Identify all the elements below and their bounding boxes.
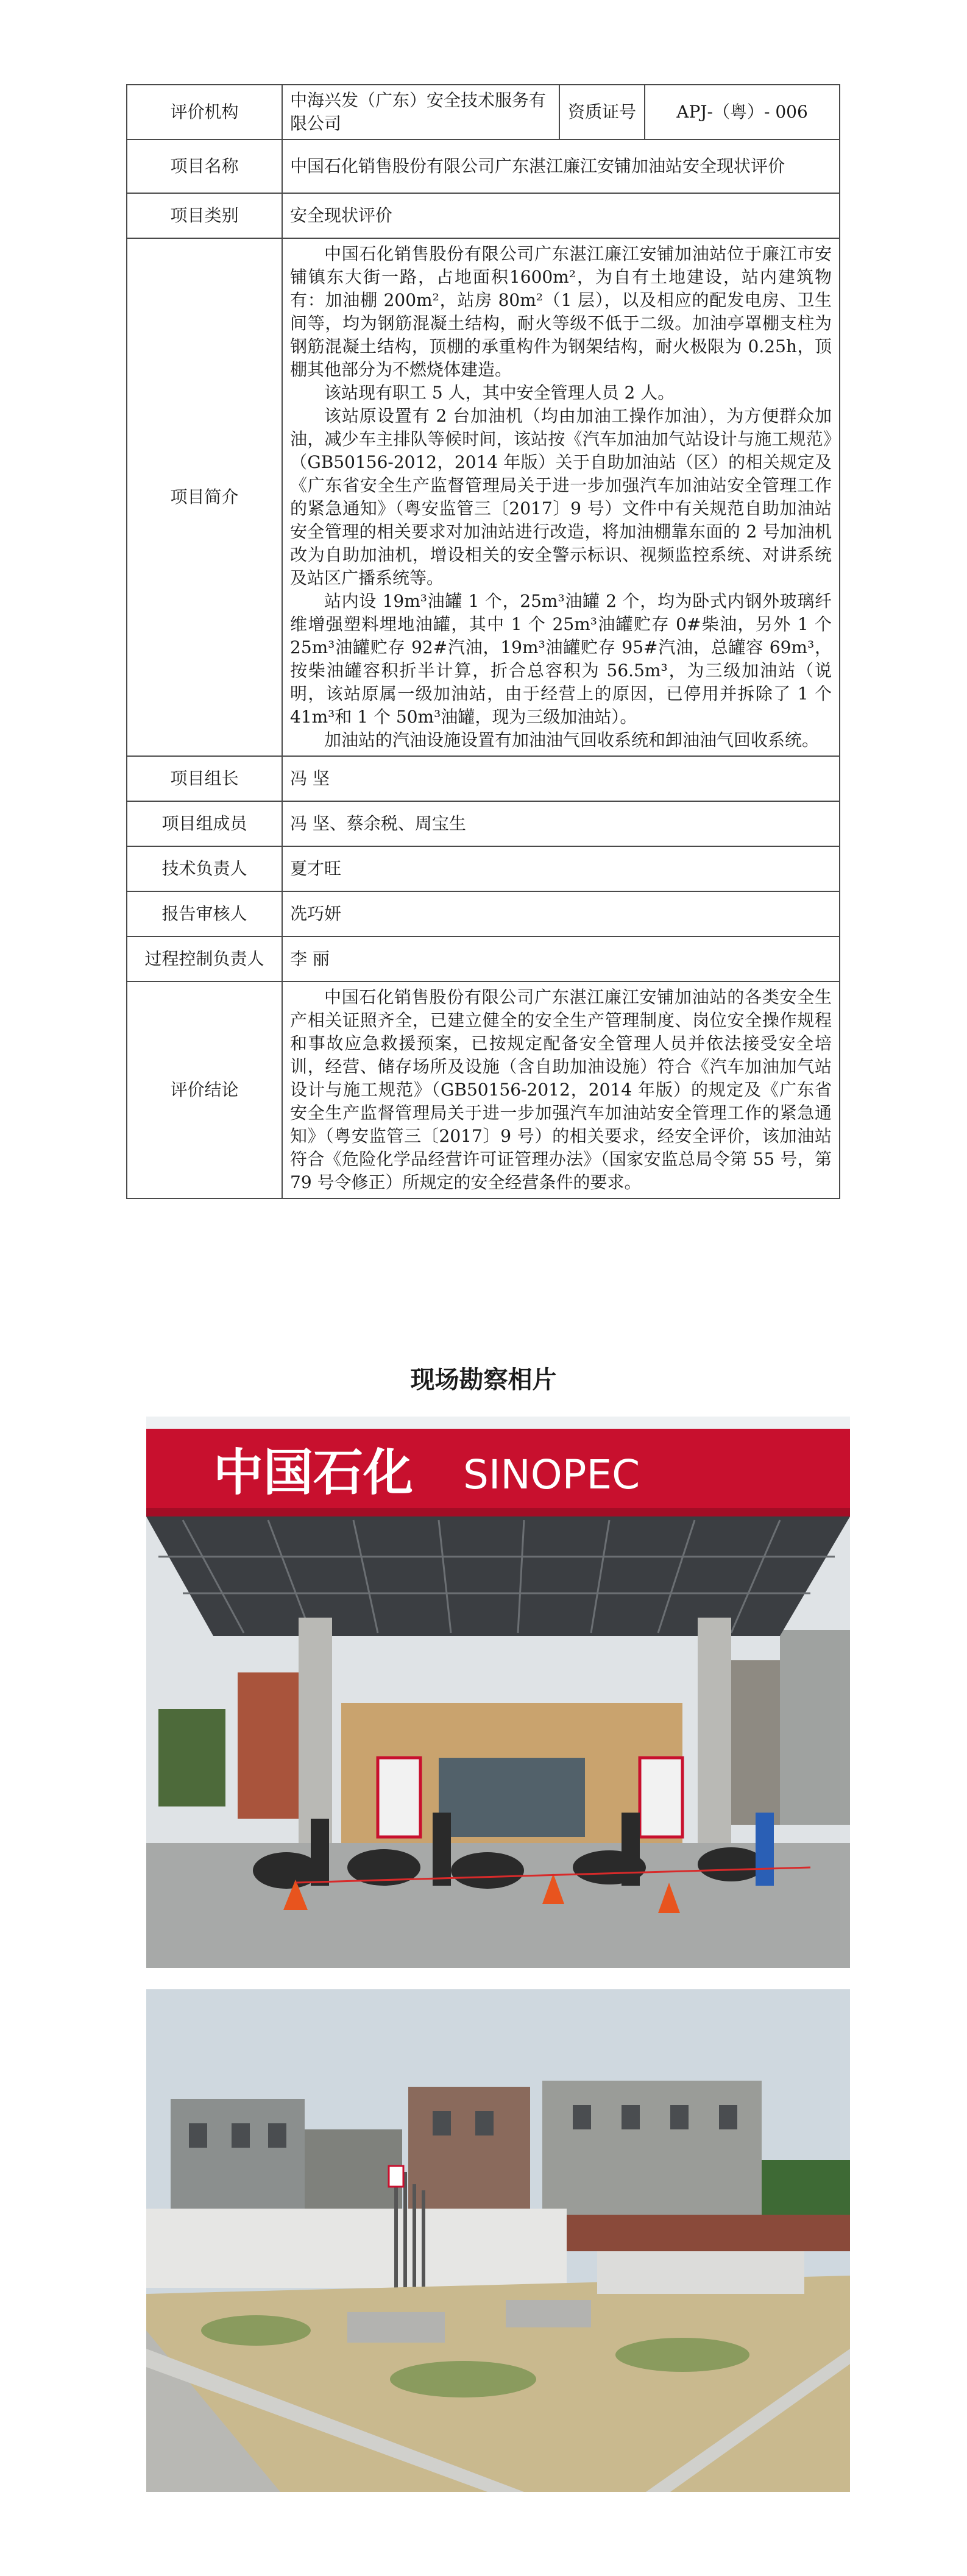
manhole-cover (506, 2300, 591, 2327)
members-label: 项目组成员 (127, 801, 282, 846)
canopy-fascia-edge (146, 1508, 850, 1516)
row-leader (127, 756, 840, 801)
fuel-dispenser (378, 1758, 420, 1837)
leader-label: 项目组长 (127, 756, 282, 801)
trees (158, 1709, 225, 1806)
site-photo-tank-area (146, 1989, 850, 2492)
background-building (780, 1630, 850, 1825)
org-label: 评价机构 (127, 85, 282, 140)
conclusion-label: 评价结论 (127, 982, 282, 1198)
intro-paragraph: 该站现有职工 5 人，其中安全管理人员 2 人。 (324, 383, 675, 403)
row-conclusion (127, 982, 840, 1198)
leader-value: 冯 坚 (282, 756, 840, 801)
row-tech (127, 846, 840, 891)
row-process (127, 936, 840, 982)
intro-paragraph: 该站原设置有 2 台加油机（均由加油工操作加油），为方便群众加油，减少车主排队等候时间，该站按《汽车加油加气站设计与施工规范》（GB50156-2012，2014 年版）关于自助加油站（区）的相关规定及《广东省安全生产监督管理局关于进一步加强汽车加油站安全管理工作的紧急通知》（粤安监管三〔2017〕9 号）文件中有关规范自助加油站安全管理的相关要求对加油站进行改造，将加油棚靠东面的 2 号加油机改为自助加油机，增设相关的安全警示标识、视频监控系统、对讲系统及站区广播系统等。 (290, 406, 832, 588)
intro-label: 项目简介 (127, 238, 282, 756)
reviewer-label: 报告审核人 (127, 891, 282, 936)
project-name-label: 项目名称 (127, 140, 282, 193)
background-building (408, 2087, 530, 2227)
project-type-label: 项目类别 (127, 193, 282, 238)
station-windows (439, 1758, 585, 1837)
org-value: 中海兴发（广东）安全技术服务有限公司 (282, 85, 559, 140)
conclusion-paragraph: 中国石化销售股份有限公司广东湛江廉江安铺加油站的各类安全生产相关证照齐全，已建立健全的安全生产管理制度、岗位安全操作规程和事故应急救援预案，已按规定配备安全管理人员并依法接受安全培训，经营、储存场所及设施（含自助加油设施）符合《汽车加油加气站设计与施工规范》（GB50156-2012，2014 年版）的规定及《广东省安全生产监督管理局关于进一步加强汽车加油站安全管理工作的紧急通知》（粤安监管三〔2017〕9 号）的相关要求，经安全评价，该加油站符合《危险化学品经营许可证管理办法》（国家安监总局令第 55 号，第 79 号令修正）所规定的安全经营条件的要求。 (290, 987, 832, 1192)
tech-label: 技术负责人 (127, 846, 282, 891)
intro-paragraph: 中国石化销售股份有限公司广东湛江廉江安铺加油站位于廉江市安铺镇东大街一路，占地面积1600m²，为自有土地建设，站内建筑物有：加油棚 200m²，站房 80m²（1 层），以及相应的配发电房、卫生间等，均为钢筋混凝土结构，耐火等级不低于二级。加油亭罩棚支柱为钢筋混凝土结构，顶棚的承重构件为钢架结构，耐火极限为 0.25h，顶棚其他部分为不燃烧体建造。 (290, 244, 832, 380)
brick-wall (567, 2215, 850, 2251)
manhole-cover (347, 2312, 445, 2343)
background-building (305, 2129, 402, 2221)
intro-value (282, 238, 840, 756)
photo-heading: 现场勘察相片 (410, 1365, 557, 1394)
project-name-value: 中国石化销售股份有限公司广东湛江廉江安铺加油站安全现状评价 (282, 140, 840, 193)
row-members (127, 801, 840, 846)
background-building (542, 2081, 762, 2233)
site-photo-forecourt (146, 1417, 850, 1968)
project-type-value: 安全现状评价 (282, 193, 840, 238)
canopy-underside (146, 1516, 850, 1636)
boundary-wall (146, 2209, 567, 2288)
canopy-text-en: SINOPEC (463, 1451, 640, 1498)
members-value: 冯 坚、蔡余税、周宝生 (282, 801, 840, 846)
canopy-text-cn: 中国石化 (213, 1444, 414, 1502)
background-building (171, 2099, 305, 2221)
intro-paragraph: 加油站的汽油设施设置有加油油气回收系统和卸油油气回收系统。 (324, 730, 820, 750)
concrete-barrier (597, 2251, 804, 2294)
process-label: 过程控制负责人 (127, 936, 282, 982)
canopy-column (698, 1618, 731, 1874)
intro-paragraph: 站内设 19m³油罐 1 个，25m³油罐 2 个，均为卧式内钢外玻璃纤维增强塑料埋地油罐，其中 1 个 25m³油罐贮存 0#柴油，另外 1 个 25m³油罐贮存 92#汽油，19m³油罐贮存 95#汽油，总罐容 69m³，按柴油罐容积折半计算，折合总容积为 56.5m³，为三级加油站（说明，该站原属一级加油站，由于经营上的原因，已停用并拆除了 1 个 41m³和 1 个 50m³油罐，现为三级加油站）。 (290, 591, 832, 727)
warning-sign (389, 2166, 403, 2187)
row-project-name (127, 140, 840, 193)
row-project-type (127, 193, 840, 238)
tech-value: 夏才旺 (282, 846, 840, 891)
conclusion-value (282, 982, 840, 1198)
reviewer-value: 冼巧妍 (282, 891, 840, 936)
row-intro (127, 238, 840, 756)
cert-value: APJ-（粤）- 006 (645, 85, 840, 140)
row-reviewer (127, 891, 840, 936)
process-value: 李 丽 (282, 936, 840, 982)
fuel-dispenser (640, 1758, 682, 1837)
cert-label: 资质证号 (559, 85, 645, 140)
row-org (127, 85, 840, 140)
evaluation-info-table (126, 84, 840, 1199)
